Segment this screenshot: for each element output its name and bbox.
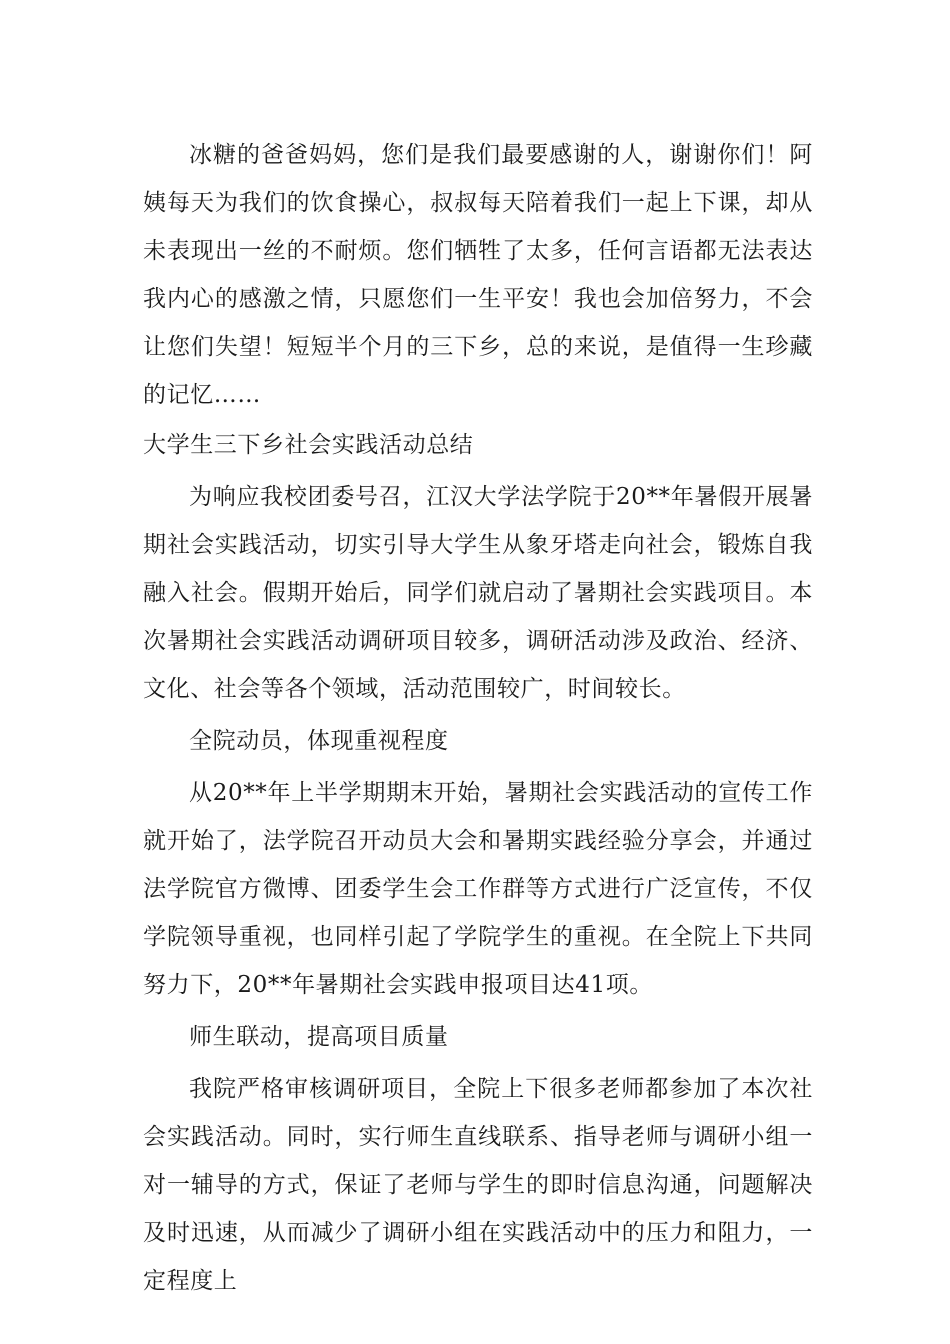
paragraph-intro: 为响应我校团委号召，江汉大学法学院于20**年暑假开展暑期社会实践活动，切实引导大学生从象牙塔走向社会，锻炼自我融入社会。假期开始后，同学们就启动了暑期社会实践项目。本次暑期社会实践活动调研项目较多，调研活动涉及政治、经济、文化、社会等各个领域，活动范围较广，时间较长。 (143, 484, 813, 702)
section-heading-teacher-student: 师生联动，提高项目质量 (189, 1024, 449, 1050)
section-heading-mobilization: 全院动员，体现重视程度 (189, 728, 449, 754)
document-title: 大学生三下乡社会实践活动总结 (143, 432, 474, 458)
paragraph-teacher-student: 我院严格审核调研项目，全院上下很多老师都参加了本次社会实践活动。同时，实行师生直线联系、指导老师与调研小组一对一辅导的方式，保证了老师与学生的即时信息沟通，问题解决及时迅速，从而减少了调研小组在实践活动中的压力和阻力，一定程度上 (143, 1076, 813, 1294)
paragraph-mobilization: 从20**年上半学期期末开始，暑期社会实践活动的宣传工作就开始了，法学院召开动员大会和暑期实践经验分享会，并通过法学院官方微博、团委学生会工作群等方式进行广泛宣传，不仅学院领导重视，也同样引起了学院学生的重视。在全院上下共同努力下，20**年暑期社会实践申报项目达41项。 (143, 780, 813, 998)
document-body (143, 131, 813, 1309)
paragraph-thanks: 冰糖的爸爸妈妈，您们是我们最要感谢的人，谢谢你们！阿姨每天为我们的饮食操心，叔叔每天陪着我们一起上下课，却从未表现出一丝的不耐烦。您们牺牲了太多，任何言语都无法表达我内心的感激之情，只愿您们一生平安！我也会加倍努力，不会让您们失望！短短半个月的三下乡，总的来说，是值得一生珍藏的记忆…… (143, 142, 813, 408)
